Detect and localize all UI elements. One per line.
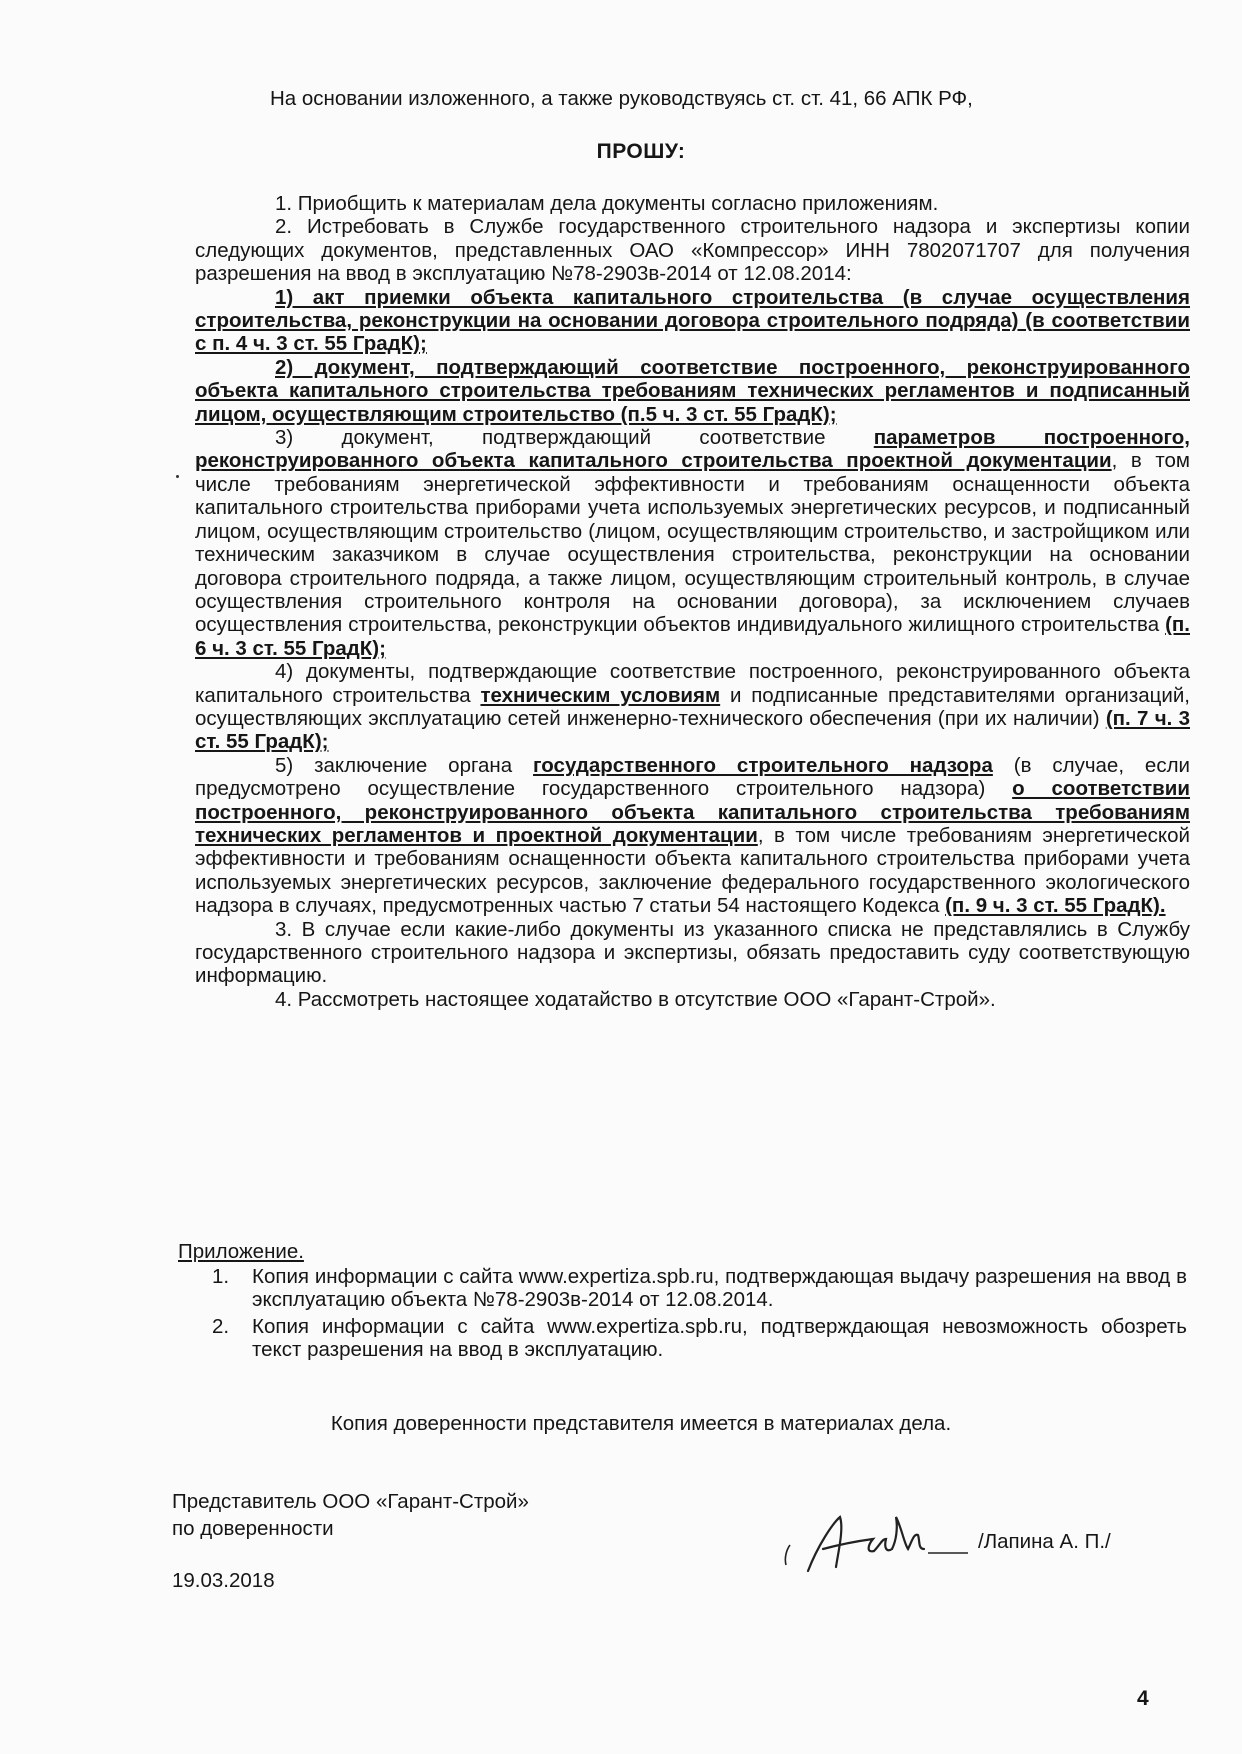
scan-speck — [176, 475, 179, 478]
appendix-item — [212, 1265, 1187, 1312]
subitem-3 — [195, 426, 1190, 660]
representative-line-1: Представитель ООО «Гарант-Строй» — [172, 1490, 529, 1513]
subitem-3-a: 3) документ, подтверждающий соответствие — [275, 426, 874, 450]
subitem-3-c: , в том числе требованиям энергетической эффективности и требованиям оснащенности объекта капитального строительства приборами учета используемых энергетических ресурсов, и подписанный лицом, осуществляющим строительство (лицом, осуществляющим строительство, и застройщиком или техническим заказчиком в случае осуществления строительства, реконструкции на основании договора строительного подряда, а также лицом, осуществляющим строительный контроль, в случае осуществления строительного контроля на основании договора), за исключением случаев осуществления строительства, реконструкции объектов индивидуального жилищного строительства — [195, 449, 1191, 637]
appendix-list — [212, 1265, 1187, 1365]
appendix-title: Приложение. — [178, 1240, 304, 1263]
subitem-4-d: (п. 7 ч. 3 ст. 55 ГрадК); — [195, 706, 1190, 754]
request-item-2: 2. Истребовать в Службе государственного строительного надзора и экспертизы копии следующих документов, представленных ОАО «Компрессор» ИНН 7802071707 для получения разрешения на ввод в эксплуатацию №78-2903в-2014 от 12.08.2014: — [195, 215, 1190, 286]
request-item-4: 4. Рассмотреть настоящее ходатайство в отсутствие ООО «Гарант-Строй». — [275, 987, 996, 1011]
subitem-4 — [195, 660, 1190, 754]
request-body — [195, 192, 1190, 1011]
intro-text: На основании изложенного, а также руководствуясь ст. ст. 41, 66 АПК РФ, — [270, 87, 973, 110]
appendix-item — [212, 1315, 1187, 1362]
subitem-2-text: 2) документ, подтверждающий соответствие построенного, реконструированного объекта капитального строительства требованиям технических регламентов и подписанный лицом, осуществляющим строительство (п.5 ч. 3 ст. 55 ГрадК); — [195, 355, 1190, 426]
subitem-5-d: о соответствии построенного, реконструированного объекта капитального строительства требованиям технических регламентов и проектной документации — [195, 777, 1190, 847]
representative-block — [172, 1488, 529, 1542]
subitem-5-b: государственного строительного надзора — [533, 753, 993, 777]
appendix-item-number: 2. — [212, 1314, 230, 1338]
subitem-5-f: (п. 9 ч. 3 ст. 55 ГрадК). — [945, 894, 1166, 918]
subitem-5-e: , в том числе требованиям энергетической эффективности и требованиям оснащенности объекта капитального строительства приборами учета используемых энергетических ресурсов, заключение федерального государственного экологического надзора в случаях, предусмотренных частью 7 статьи 54 настоящего Кодекса — [195, 823, 1190, 918]
power-of-attorney-note: Копия доверенности представителя имеется в материалах дела. — [330, 1412, 952, 1435]
appendix-item-text: Копия информации с сайта www.expertiza.spb.ru, подтверждающая выдачу разрешения на ввод в эксплуатацию объекта №78-2903в-2014 от 12.08.2014. — [252, 1265, 1187, 1312]
subitem-5-a: 5) заключение органа — [275, 753, 534, 777]
subitem-2 — [195, 356, 1190, 426]
request-item-1: 1. Приобщить к материалам дела документы согласно приложениям. — [275, 192, 939, 215]
subitem-3-d: (п. 6 ч. 3 ст. 55 ГрадК); — [195, 613, 1190, 660]
signer-name: /Лапина А. П./ — [978, 1530, 1111, 1553]
appendix-item-text: Копия информации с сайта www.expertiza.spb.ru, подтверждающая невозможность обозреть текст разрешения на ввод в эксплуатацию. — [252, 1314, 1187, 1362]
request-item-3: 3. В случае если какие-либо документы из указанного списка не представлялись в Службу государственного строительного надзора и экспертизы, обязать предоставить суду соответствующую информацию. — [195, 917, 1190, 988]
subitem-5 — [195, 754, 1190, 918]
appendix-item-number: 1. — [212, 1265, 230, 1288]
subitem-4-b: техническим условиям — [480, 683, 721, 707]
document-date: 19.03.2018 — [172, 1569, 275, 1592]
subitem-3-b: параметров построенного, реконструированного объекта капитального строительства проектной документации — [195, 426, 1190, 473]
heading-request: ПРОШУ: — [596, 140, 686, 163]
representative-line-2: по доверенности — [172, 1517, 334, 1540]
page-number: 4 — [1137, 1687, 1149, 1710]
subitem-4-c: и подписанные представителями организаций, осуществляющих эксплуатацию сетей инженерно-технического обеспечения (при их наличии) — [195, 683, 1190, 730]
subitem-4-a: 4) документы, подтверждающие соответствие построенного, реконструированного объекта капитального строительства — [195, 660, 1190, 707]
subitem-1 — [195, 286, 1190, 356]
subitem-1-text: 1) акт приемки объекта капитального строительства (в случае осуществления строительства, реконструкции на основании договора строительного подряда) (в соответствии с п. 4 ч. 3 ст. 55 ГрадК); — [195, 285, 1190, 356]
subitem-5-c: (в случае, если предусмотрено осуществление государственного строительного надзора) — [195, 753, 1190, 801]
handwritten-signature — [778, 1505, 978, 1575]
